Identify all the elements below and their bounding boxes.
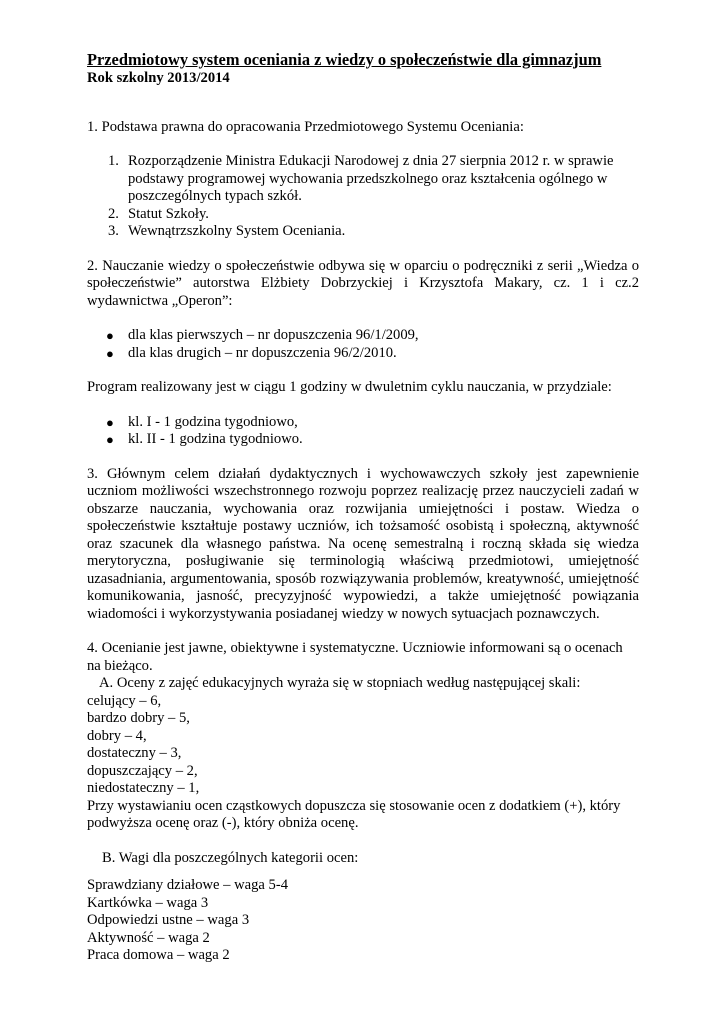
list-item: 2. Statut Szkoły. — [108, 205, 209, 222]
grading-scale-heading: A. Oceny z zajęć edukacyjnych wyraża się w stopniach według następującej skali: — [99, 675, 581, 691]
list-item: bardzo dobry – 5, — [87, 710, 190, 726]
list-item: 3. Wewnątrzszkolny System Oceniania. — [108, 223, 346, 239]
list-item: Praca domowa – waga 2 — [87, 947, 230, 963]
grade-modifier-note: Przy wystawianiu ocen cząstkowych dopuszcza się stosowanie ocen z dodatkiem (+), który podwyższa ocenę oraz (-), który obniża ocenę. — [87, 797, 621, 831]
list-item: Odpowiedzi ustne – waga 3 — [87, 912, 250, 928]
grading-scale-list — [87, 693, 639, 798]
document-title: Przedmiotowy system oceniania z wiedzy o społeczeństwie dla gimnazjum — [87, 50, 602, 69]
weights-heading: B. Wagi dla poszczególnych kategorii ocen: — [102, 849, 359, 866]
list-item: ● dla klas pierwszych – nr dopuszczenia 96/1/2009, — [106, 327, 419, 343]
list-item: ● kl. II - 1 godzina tygodniowo. — [106, 431, 303, 447]
list-item: dopuszczający – 2, — [87, 762, 198, 779]
textbook-list — [87, 327, 639, 362]
school-year: Rok szkolny 2013/2014 — [87, 70, 230, 86]
section-2-paragraph: 2. Nauczanie wiedzy o społeczeństwie odbywa się w oparciu o podręczniki z serii „Wiedza o społeczeństwie” autorstwa Elżbiety Dobrzyckiej i Krzysztofa Makary, cz. 1 i cz.2 wydawnictwa „Operon”: — [87, 257, 639, 309]
legal-basis-list — [87, 153, 639, 241]
section-3-paragraph: 3. Głównym celem działań dydaktycznych i wychowawczych szkoły jest zapewnienie uczniom możliwości wszechstronnego rozwoju poprzez realizację przez nauczycieli zadań w obszarze nauczania, wychowania oraz rozwijania umiejętności i postaw. Wiedza o społeczeństwie kształtuje postawy uczniów, ich tożsamość osobistą i społeczną, aktywność oraz szacunek dla własnego państwa. Na ocenę semestralną i roczną składa się wiedza merytoryczna, posługiwanie się terminologią właściwą przedmiotowi, umiejętność uzasadniania, argumentowania, sposób rozwiązywania problemów, kreatywność, umiejętność komunikowania, jasność, precyzyjność wypowiedzi, a także umiejętność powiązania wiadomości i wykorzystywania posiadanej wiedzy w nowych sytuacjach poznawczych. — [87, 465, 639, 622]
list-item: celujący – 6, — [87, 692, 162, 709]
section-4-paragraph: 4. Ocenianie jest jawne, obiektywne i systematyczne. Uczniowie informowani są o ocenach na bieżąco. — [87, 640, 623, 674]
list-item: dobry – 4, — [87, 727, 147, 744]
list-item: 1. Rozporządzenie Ministra Edukacji Narodowej z dnia 27 sierpnia 2012 r. w sprawie podstawy programowej wychowania przedszkolnego oraz kształcenia ogólnego w poszczególnych typach szkół. — [108, 153, 614, 204]
list-item: niedostateczny – 1, — [87, 780, 200, 796]
program-paragraph: Program realizowany jest w ciągu 1 godziny w dwuletnim cyklu nauczania, w przydziale: — [87, 379, 612, 395]
list-item: Kartkówka – waga 3 — [87, 894, 209, 911]
document-page — [87, 50, 639, 965]
hours-list — [87, 414, 639, 449]
list-item: Sprawdziany działowe – waga 5-4 — [87, 877, 288, 893]
list-item: ● dla klas drugich – nr dopuszczenia 96/2/2010. — [106, 344, 397, 361]
weights-list — [87, 877, 639, 965]
section-1-heading: 1. Podstawa prawna do opracowania Przedmiotowego Systemu Oceniania: — [87, 118, 524, 135]
list-item: ● kl. I - 1 godzina tygodniowo, — [106, 413, 298, 430]
list-item: dostateczny – 3, — [87, 745, 182, 761]
list-item: Aktywność – waga 2 — [87, 929, 210, 946]
